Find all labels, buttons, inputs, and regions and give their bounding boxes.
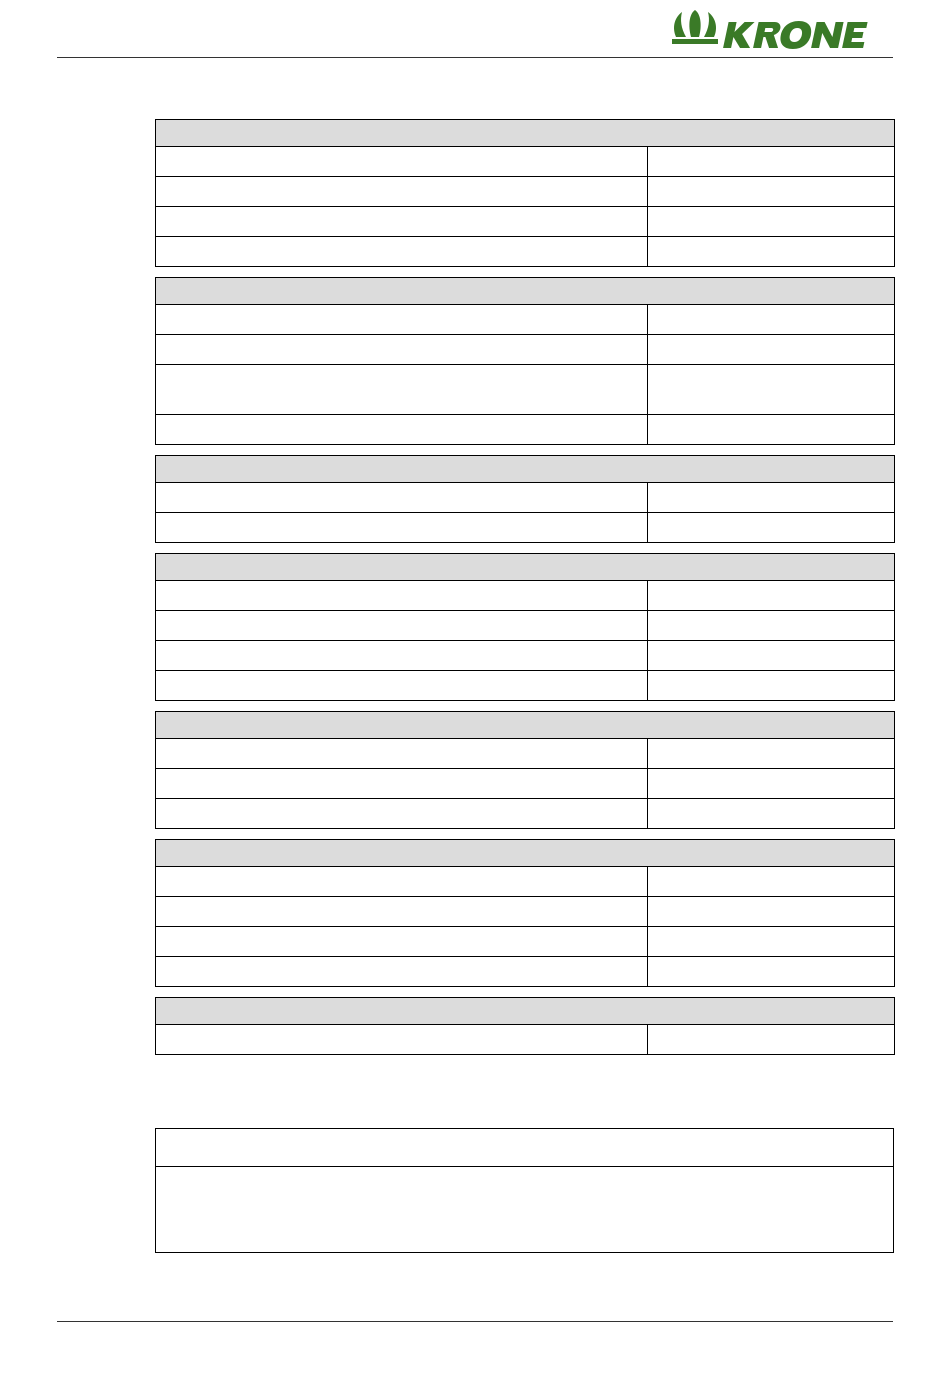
table-row xyxy=(156,415,895,445)
header-rule xyxy=(57,57,893,58)
spec-label-cell xyxy=(156,415,648,445)
table-row xyxy=(156,365,895,415)
table-row xyxy=(156,513,895,543)
table-row xyxy=(156,769,895,799)
spec-table xyxy=(155,711,895,829)
spec-table-heading xyxy=(156,998,895,1025)
spec-value-cell xyxy=(648,611,895,641)
spec-value-cell xyxy=(648,147,895,177)
table-row xyxy=(156,799,895,829)
spec-label-cell xyxy=(156,611,648,641)
spec-label-cell xyxy=(156,739,648,769)
spec-table xyxy=(155,997,895,1055)
spec-label-cell xyxy=(156,365,648,415)
spec-value-cell xyxy=(648,769,895,799)
spec-label-cell xyxy=(156,927,648,957)
spec-value-cell xyxy=(648,365,895,415)
note-box-body xyxy=(156,1167,893,1183)
spec-value-cell xyxy=(648,237,895,267)
spec-value-cell xyxy=(648,415,895,445)
table-row xyxy=(156,611,895,641)
note-box-header xyxy=(156,1129,893,1167)
spec-table-heading xyxy=(156,120,895,147)
table-row xyxy=(156,147,895,177)
table-row xyxy=(156,897,895,927)
spec-table xyxy=(155,553,895,701)
spec-label-cell xyxy=(156,867,648,897)
spec-table-heading xyxy=(156,840,895,867)
spec-value-cell xyxy=(648,897,895,927)
spec-table xyxy=(155,119,895,267)
spec-label-cell xyxy=(156,335,648,365)
spec-table-heading xyxy=(156,456,895,483)
table-row xyxy=(156,237,895,267)
footer-rule xyxy=(57,1321,893,1322)
table-row xyxy=(156,957,895,987)
spec-label-cell xyxy=(156,897,648,927)
spec-table-heading xyxy=(156,712,895,739)
spec-value-cell xyxy=(648,513,895,543)
specification-tables xyxy=(155,119,894,1065)
table-row xyxy=(156,335,895,365)
table-row xyxy=(156,581,895,611)
spec-value-cell xyxy=(648,799,895,829)
spec-label-cell xyxy=(156,1025,648,1055)
table-row xyxy=(156,305,895,335)
table-row xyxy=(156,867,895,897)
spec-value-cell xyxy=(648,867,895,897)
table-row xyxy=(156,207,895,237)
spec-label-cell xyxy=(156,483,648,513)
spec-label-cell xyxy=(156,513,648,543)
spec-value-cell xyxy=(648,739,895,769)
spec-value-cell xyxy=(648,671,895,701)
table-row xyxy=(156,927,895,957)
spec-label-cell xyxy=(156,957,648,987)
spec-label-cell xyxy=(156,641,648,671)
spec-label-cell xyxy=(156,799,648,829)
table-row xyxy=(156,739,895,769)
spec-value-cell xyxy=(648,927,895,957)
spec-table-heading xyxy=(156,554,895,581)
spec-label-cell xyxy=(156,207,648,237)
table-row xyxy=(156,483,895,513)
table-row xyxy=(156,671,895,701)
spec-value-cell xyxy=(648,957,895,987)
table-row xyxy=(156,177,895,207)
spec-value-cell xyxy=(648,1025,895,1055)
spec-label-cell xyxy=(156,177,648,207)
krone-logo xyxy=(670,6,895,50)
note-box xyxy=(155,1128,894,1253)
spec-table-heading xyxy=(156,278,895,305)
spec-table xyxy=(155,277,895,445)
spec-value-cell xyxy=(648,177,895,207)
spec-value-cell xyxy=(648,641,895,671)
spec-label-cell xyxy=(156,581,648,611)
spec-value-cell xyxy=(648,207,895,237)
spec-label-cell xyxy=(156,237,648,267)
spec-label-cell xyxy=(156,305,648,335)
spec-value-cell xyxy=(648,483,895,513)
spec-label-cell xyxy=(156,769,648,799)
spec-value-cell xyxy=(648,335,895,365)
spec-table xyxy=(155,839,895,987)
spec-value-cell xyxy=(648,581,895,611)
spec-label-cell xyxy=(156,147,648,177)
table-row xyxy=(156,1025,895,1055)
spec-table xyxy=(155,455,895,543)
table-row xyxy=(156,641,895,671)
spec-label-cell xyxy=(156,671,648,701)
spec-value-cell xyxy=(648,305,895,335)
